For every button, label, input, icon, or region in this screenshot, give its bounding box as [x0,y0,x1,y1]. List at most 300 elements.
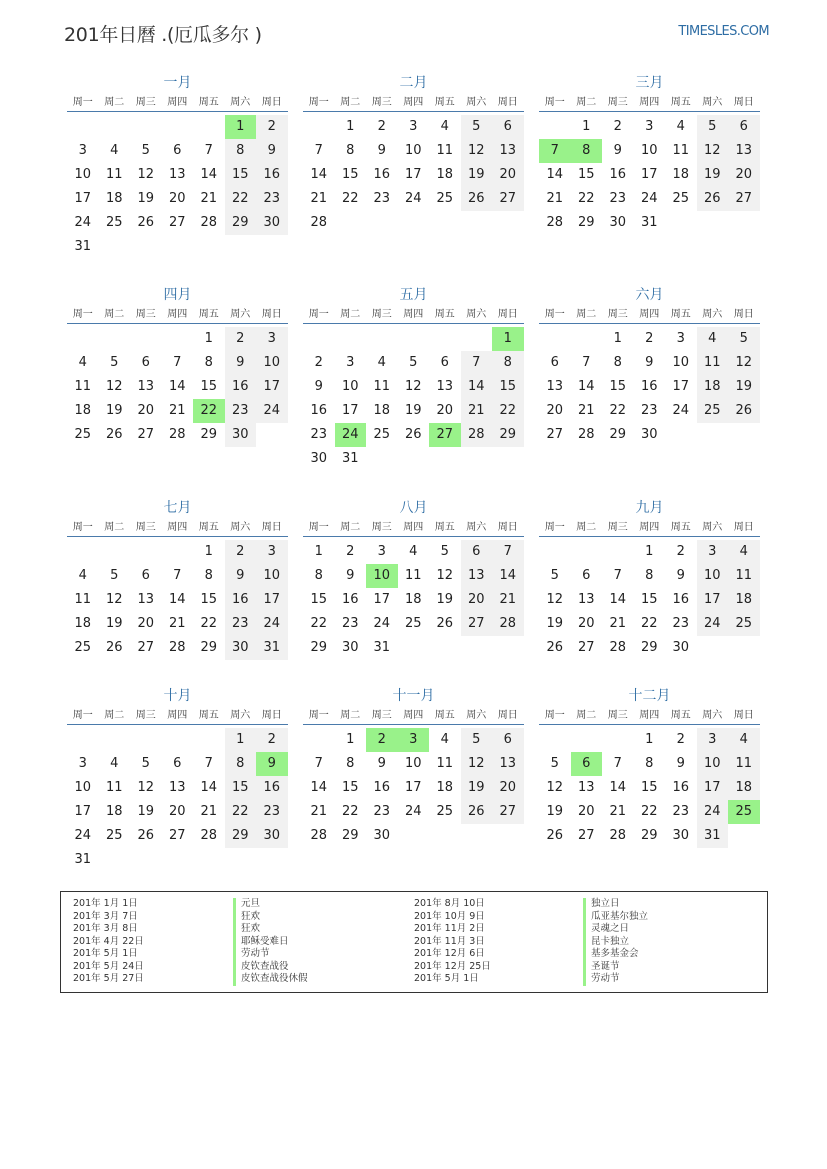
day-cell: 8 [346,143,355,158]
day-cell: 24 [256,399,288,423]
day-cell: 28 [168,427,186,442]
weekday-label: 周五 [198,309,219,320]
day-cell: 19 [105,616,123,631]
day-cell: 11 [728,752,760,776]
day-cell: 8 [645,756,654,771]
holiday-day-cell: 24 [335,423,367,447]
weekday-label: 周日 [497,710,518,721]
day-cell: 19 [697,163,729,187]
day-cell: 14 [310,167,328,182]
day-cell: 10 [672,355,690,370]
day-cell: 19 [546,804,564,819]
day-cell: 24 [672,403,690,418]
weekday-header [303,519,524,537]
day-cell: 13 [461,564,493,588]
day-cell: 4 [78,355,87,370]
weekday-label: 周一 [308,522,329,533]
day-cell: 25 [697,399,729,423]
month-name: 四月 [163,287,192,303]
day-cell: 17 [697,588,729,612]
weekday-label: 周二 [104,97,125,108]
day-cell: 25 [105,215,123,230]
day-cell: 4 [440,119,449,134]
legend-dates-right [414,898,491,986]
day-cell: 1 [204,544,213,559]
day-cell: 19 [137,191,155,206]
day-cell: 23 [225,399,257,423]
legend-holiday-name: 狂欢 [233,923,308,936]
weekday-label: 周六 [466,522,487,533]
day-cell: 20 [577,616,595,631]
day-cell: 15 [640,780,658,795]
day-cell: 7 [461,351,493,375]
day-cell: 30 [225,636,257,660]
day-grid [303,327,524,471]
day-grid [539,728,760,872]
month-block [67,284,288,471]
day-cell: 19 [461,776,493,800]
month-name: 二月 [399,75,428,91]
month-block [303,284,524,471]
day-cell: 21 [461,399,493,423]
weekday-label: 周一 [544,97,565,108]
day-cell: 2 [613,119,622,134]
day-cell: 19 [461,163,493,187]
weekday-header [539,519,760,537]
day-cell: 1 [582,119,591,134]
day-cell: 25 [436,804,454,819]
day-cell: 23 [341,616,359,631]
legend-holiday-name: 昆卡独立 [583,936,648,949]
weekday-label: 周日 [261,522,282,533]
day-cell: 12 [137,780,155,795]
weekday-label: 周一 [544,309,565,320]
day-cell: 17 [341,403,359,418]
day-cell: 9 [256,139,288,163]
month-block [67,72,288,259]
day-cell: 15 [609,379,627,394]
day-cell: 10 [404,756,422,771]
day-cell: 9 [225,351,257,375]
day-cell: 23 [373,804,391,819]
day-cell: 13 [168,167,186,182]
weekday-header [303,306,524,324]
day-cell: 26 [461,187,493,211]
day-cell: 6 [461,540,493,564]
day-cell: 27 [168,828,186,843]
day-cell: 1 [346,732,355,747]
day-cell: 29 [341,828,359,843]
day-grid [67,327,288,471]
weekday-label: 周三 [135,710,156,721]
weekday-header [303,707,524,725]
weekday-label: 周三 [607,97,628,108]
day-cell: 16 [609,167,627,182]
day-cell: 7 [204,756,213,771]
day-cell: 2 [256,728,288,752]
day-cell: 24 [74,828,92,843]
day-cell: 10 [404,143,422,158]
weekday-label: 周四 [403,522,424,533]
weekday-label: 周日 [733,522,754,533]
holiday-day-cell: 27 [429,423,461,447]
day-cell: 31 [256,636,288,660]
weekday-label: 周三 [135,97,156,108]
weekday-label: 周二 [104,710,125,721]
day-cell: 5 [550,568,559,583]
day-cell: 16 [225,588,257,612]
weekday-label: 周一 [72,710,93,721]
month-name: 十一月 [392,688,435,704]
day-cell: 16 [640,379,658,394]
day-cell: 17 [373,592,391,607]
legend-names-right [583,898,648,986]
day-cell: 18 [728,776,760,800]
day-cell: 1 [314,544,323,559]
weekday-label: 周二 [576,710,597,721]
weekday-label: 周四 [639,309,660,320]
weekday-label: 周三 [607,522,628,533]
legend-holiday-name: 瓜亚基尔独立 [583,911,648,924]
day-cell: 3 [78,143,87,158]
day-cell: 17 [672,379,690,394]
day-cell: 23 [256,800,288,824]
day-cell: 21 [546,191,564,206]
weekday-label: 周二 [576,97,597,108]
day-cell: 26 [697,187,729,211]
weekday-label: 周五 [670,97,691,108]
weekday-label: 周六 [702,309,723,320]
day-cell: 24 [74,215,92,230]
day-cell: 30 [609,215,627,230]
day-cell: 29 [640,828,658,843]
day-cell: 27 [577,640,595,655]
day-cell: 4 [110,143,119,158]
day-grid [539,115,760,259]
day-cell: 27 [546,427,564,442]
day-cell: 11 [74,592,92,607]
day-cell: 26 [728,399,760,423]
legend-holiday-name: 灵魂之日 [583,923,648,936]
holiday-day-cell: 10 [366,564,398,588]
day-cell: 16 [341,592,359,607]
day-cell: 20 [137,616,155,631]
day-cell: 26 [137,215,155,230]
day-cell: 3 [256,540,288,564]
day-cell: 21 [492,588,524,612]
day-cell: 22 [609,403,627,418]
day-cell: 22 [310,616,328,631]
day-cell: 30 [672,828,690,843]
day-cell: 12 [697,139,729,163]
weekday-label: 周一 [72,97,93,108]
day-cell: 11 [404,568,422,583]
weekday-label: 周四 [403,710,424,721]
day-cell: 29 [225,824,257,848]
day-cell: 26 [461,800,493,824]
weekday-label: 周二 [340,710,361,721]
day-cell: 6 [492,115,524,139]
page-title: 201年日曆 .(厄瓜多尔 ) [64,24,262,46]
day-grid [303,728,524,872]
weekday-label: 周一 [72,522,93,533]
day-cell: 25 [436,191,454,206]
day-cell: 29 [200,640,218,655]
day-cell: 28 [200,215,218,230]
day-cell: 28 [168,640,186,655]
day-cell: 21 [200,804,218,819]
weekday-label: 周二 [104,309,125,320]
day-cell: 8 [613,355,622,370]
legend-holiday-name: 独立日 [583,898,648,911]
day-cell: 18 [105,804,123,819]
legend-date: 201年 12月 25日 [414,960,491,972]
weekday-label: 周三 [371,710,392,721]
weekday-label: 周一 [544,522,565,533]
day-cell: 27 [577,828,595,843]
day-cell: 23 [373,191,391,206]
day-cell: 24 [640,191,658,206]
day-cell: 16 [672,592,690,607]
weekday-label: 周一 [308,97,329,108]
day-cell: 20 [728,163,760,187]
day-cell: 18 [672,167,690,182]
day-cell: 20 [492,776,524,800]
weekday-label: 周二 [576,522,597,533]
day-cell: 30 [341,640,359,655]
legend-dates-left [73,898,144,986]
day-cell: 11 [436,143,454,158]
day-cell: 27 [461,612,493,636]
day-cell: 5 [550,756,559,771]
day-cell: 2 [676,544,685,559]
day-cell: 5 [728,327,760,351]
weekday-label: 周一 [72,309,93,320]
weekday-header [67,94,288,112]
day-cell: 12 [137,167,155,182]
day-cell: 8 [225,139,257,163]
day-cell: 5 [697,115,729,139]
day-cell: 18 [697,375,729,399]
day-cell: 28 [546,215,564,230]
day-cell: 22 [225,800,257,824]
day-cell: 13 [168,780,186,795]
legend-holiday-name: 耶稣受难日 [233,936,308,949]
day-cell: 3 [409,119,418,134]
weekday-label: 周四 [167,522,188,533]
weekday-label: 周五 [434,710,455,721]
day-cell: 6 [550,355,559,370]
day-cell: 23 [225,612,257,636]
weekday-label: 周日 [733,309,754,320]
day-cell: 5 [110,355,119,370]
day-cell: 2 [314,355,323,370]
day-cell: 20 [168,804,186,819]
legend-holiday-name: 皮钦查战役休假 [233,973,308,986]
day-cell: 9 [613,143,622,158]
day-cell: 17 [697,776,729,800]
day-cell: 12 [461,139,493,163]
day-cell: 26 [105,640,123,655]
day-cell: 15 [341,780,359,795]
legend-date: 201年 5月 27日 [73,973,144,984]
day-cell: 28 [310,215,328,230]
day-cell: 1 [645,544,654,559]
day-cell: 4 [676,119,685,134]
weekday-label: 周日 [261,710,282,721]
day-cell: 17 [404,780,422,795]
weekday-label: 周三 [607,309,628,320]
holiday-legend [60,891,768,993]
legend-date: 201年 12月 6日 [414,948,485,959]
day-cell: 17 [256,588,288,612]
legend-date: 201年 5月 24日 [73,960,144,972]
weekday-label: 周五 [670,710,691,721]
day-cell: 13 [137,592,155,607]
day-cell: 6 [173,143,182,158]
weekday-label: 周一 [544,710,565,721]
day-grid [67,115,288,259]
day-cell: 16 [256,163,288,187]
month-name: 九月 [635,500,664,516]
day-cell: 30 [256,824,288,848]
day-cell: 4 [409,544,418,559]
day-cell: 4 [697,327,729,351]
day-cell: 20 [492,163,524,187]
day-cell: 7 [314,143,323,158]
day-cell: 23 [672,804,690,819]
day-cell: 25 [404,616,422,631]
day-cell: 13 [546,379,564,394]
month-name: 七月 [163,500,192,516]
weekday-label: 周日 [497,522,518,533]
day-cell: 31 [640,215,658,230]
day-cell: 2 [377,119,386,134]
day-grid [539,540,760,684]
day-cell: 3 [377,544,386,559]
day-grid [67,728,288,872]
day-cell: 1 [346,119,355,134]
day-cell: 10 [341,379,359,394]
weekday-label: 周六 [466,97,487,108]
day-cell: 21 [310,191,328,206]
day-cell: 15 [225,163,257,187]
day-cell: 22 [640,804,658,819]
day-cell: 30 [672,640,690,655]
day-cell: 23 [672,616,690,631]
day-cell: 29 [310,640,328,655]
day-cell: 2 [225,540,257,564]
day-cell: 30 [225,423,257,447]
day-cell: 6 [492,728,524,752]
day-cell: 17 [74,804,92,819]
day-cell: 30 [373,828,391,843]
day-cell: 25 [672,191,690,206]
weekday-label: 周六 [230,97,251,108]
weekday-label: 周二 [340,97,361,108]
site-logo[interactable]: TIMESLES.COM [678,24,769,39]
day-cell: 18 [436,167,454,182]
day-cell: 30 [256,211,288,235]
weekday-label: 周一 [308,710,329,721]
day-cell: 26 [105,427,123,442]
day-cell: 3 [676,331,685,346]
day-cell: 10 [640,143,658,158]
day-cell: 8 [225,752,257,776]
day-cell: 3 [697,540,729,564]
day-cell: 17 [404,167,422,182]
day-cell: 14 [492,564,524,588]
weekday-header [67,707,288,725]
day-cell: 31 [74,852,92,867]
holiday-day-cell: 3 [398,728,430,752]
day-cell: 1 [645,732,654,747]
day-cell: 9 [225,564,257,588]
weekday-label: 周日 [261,97,282,108]
day-cell: 17 [74,191,92,206]
day-cell: 22 [640,616,658,631]
day-cell: 3 [78,756,87,771]
day-grid [539,327,760,471]
day-cell: 29 [200,427,218,442]
day-cell: 24 [373,616,391,631]
weekday-label: 周六 [702,97,723,108]
day-cell: 19 [728,375,760,399]
day-cell: 15 [577,167,595,182]
weekday-label: 周三 [135,309,156,320]
day-cell: 1 [225,728,257,752]
day-cell: 19 [546,616,564,631]
day-cell: 12 [728,351,760,375]
holiday-day-cell: 8 [571,139,603,163]
day-cell: 28 [577,427,595,442]
day-cell: 13 [728,139,760,163]
legend-holiday-name: 狂欢 [233,911,308,924]
weekday-label: 周二 [340,522,361,533]
day-cell: 13 [577,592,595,607]
legend-date: 201年 10月 9日 [414,910,485,922]
weekday-label: 周五 [670,309,691,320]
day-cell: 19 [137,804,155,819]
day-cell: 24 [404,191,422,206]
legend-holiday-name: 基多基金会 [583,948,648,961]
day-cell: 4 [78,568,87,583]
day-cell: 6 [582,568,591,583]
day-cell: 24 [256,612,288,636]
day-cell: 6 [440,355,449,370]
day-cell: 28 [609,640,627,655]
day-cell: 28 [200,828,218,843]
weekday-label: 周四 [403,309,424,320]
day-cell: 27 [728,187,760,211]
day-cell: 27 [492,800,524,824]
day-cell: 14 [168,592,186,607]
day-cell: 12 [404,379,422,394]
day-cell: 29 [640,640,658,655]
day-cell: 17 [256,375,288,399]
weekday-label: 周三 [371,97,392,108]
day-cell: 15 [310,592,328,607]
month-block [303,685,524,872]
day-cell: 16 [672,780,690,795]
weekday-label: 周日 [497,309,518,320]
month-name: 十二月 [628,688,671,704]
day-cell: 11 [74,379,92,394]
holiday-day-cell: 6 [571,752,603,776]
day-cell: 2 [346,544,355,559]
day-cell: 15 [225,776,257,800]
weekday-label: 周五 [198,97,219,108]
